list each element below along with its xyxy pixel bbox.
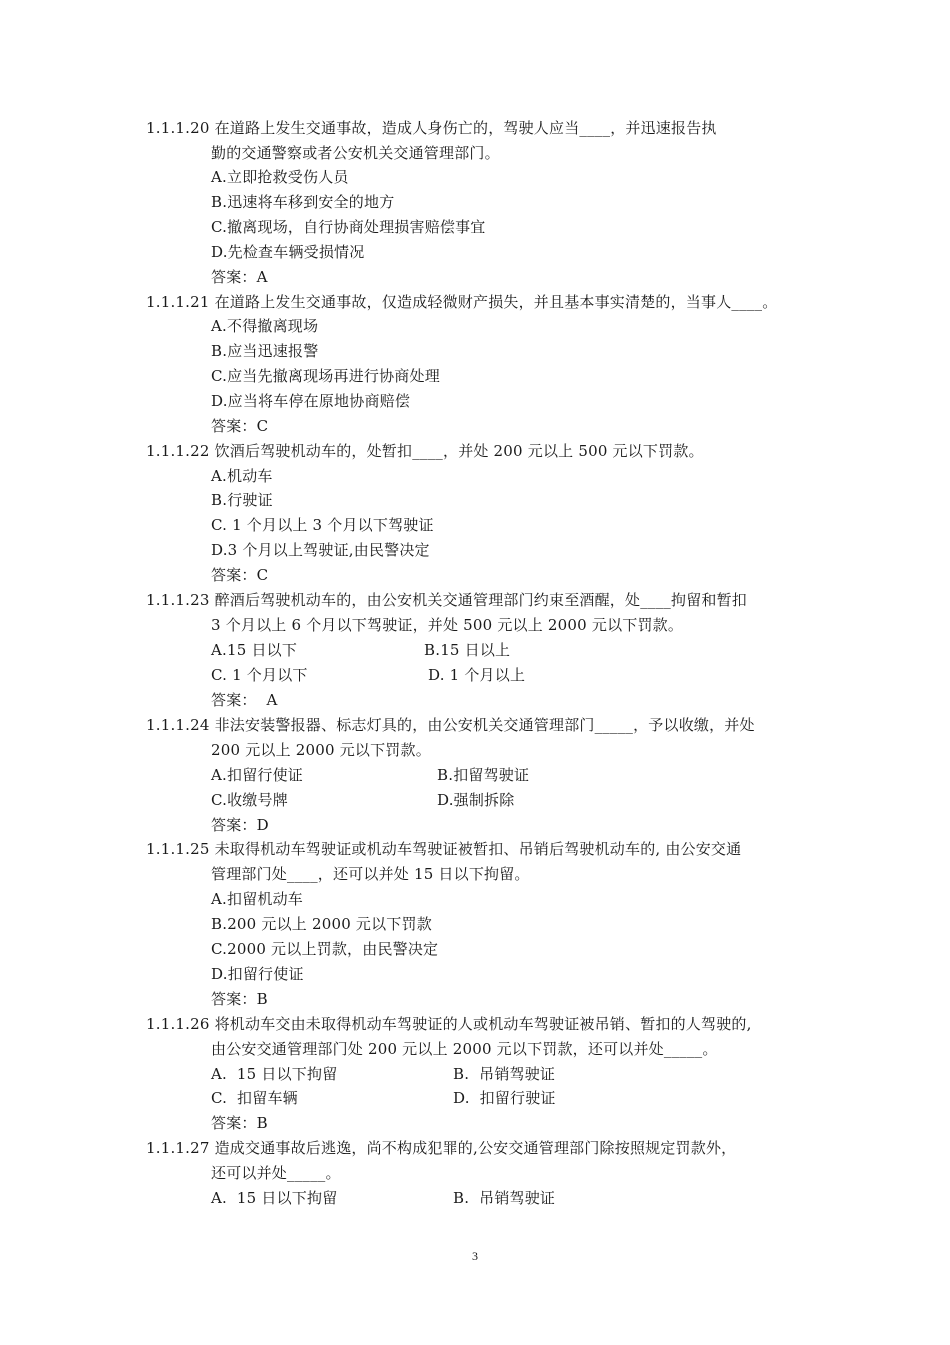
option-c: C. 1 个月以下 xyxy=(211,666,308,684)
option-b: B.15 日以上 xyxy=(424,641,511,659)
question-text: 1.1.1.24 非法安装警报器、标志灯具的，由公安机关交通管理部门_____，予以收缴，并处 xyxy=(146,716,755,734)
question-text: 还可以并处_____。 xyxy=(211,1164,341,1182)
answer: 答案：B xyxy=(211,990,268,1008)
answer: 答案：A xyxy=(211,268,268,286)
question-text: 1.1.1.21 在道路上发生交通事故，仅造成轻微财产损失，并且基本事实清楚的，当事人____。 xyxy=(146,293,778,311)
option-b: B.200 元以上 2000 元以下罚款 xyxy=(211,915,432,933)
option-c: C.撤离现场，自行协商处理损害赔偿事宜 xyxy=(211,218,486,236)
option-c: C. 1 个月以上 3 个月以下驾驶证 xyxy=(211,516,434,534)
option-b: B. 吊销驾驶证 xyxy=(453,1065,556,1083)
option-a: A.立即抢救受伤人员 xyxy=(211,168,349,186)
option-d: D.先检查车辆受损情况 xyxy=(211,243,365,261)
option-b: B.应当迅速报警 xyxy=(211,342,319,360)
option-a: A.机动车 xyxy=(211,467,273,485)
question-text: 管理部门处____，还可以并处 15 日以下拘留。 xyxy=(211,865,530,883)
option-c: C.收缴号牌 xyxy=(211,791,288,809)
option-a: A. 15 日以下拘留 xyxy=(211,1065,338,1083)
option-b: B.迅速将车移到安全的地方 xyxy=(211,193,395,211)
option-d: D. 扣留行驶证 xyxy=(453,1089,556,1107)
question-text: 1.1.1.22 饮酒后驾驶机动车的，处暂扣____，并处 200 元以上 500 元以下罚款。 xyxy=(146,442,704,460)
question-text: 1.1.1.20 在道路上发生交通事故，造成人身伤亡的，驾驶人应当____，并迅速报告执 xyxy=(146,119,717,137)
question-text: 3 个月以上 6 个月以下驾驶证，并处 500 元以上 2000 元以下罚款。 xyxy=(211,616,684,634)
question-text: 1.1.1.25 未取得机动车驾驶证或机动车驾驶证被暂扣、吊销后驾驶机动车的, 由公安交通 xyxy=(146,840,742,858)
option-d: D.强制拆除 xyxy=(437,791,515,809)
answer: 答案：C xyxy=(211,566,269,584)
answer: 答案：B xyxy=(211,1114,268,1132)
option-b: B.行驶证 xyxy=(211,491,273,509)
option-b: B.扣留驾驶证 xyxy=(437,766,530,784)
option-d: D. 1 个月以上 xyxy=(428,666,526,684)
option-d: D.扣留行使证 xyxy=(211,965,304,983)
question-text: 1.1.1.23 醉酒后驾驶机动车的，由公安机关交通管理部门约束至酒醒，处____拘留和暂扣 xyxy=(146,591,747,609)
option-a: A.不得撤离现场 xyxy=(211,317,319,335)
question-text: 200 元以上 2000 元以下罚款。 xyxy=(211,741,431,759)
question-text: 由公安交通管理部门处 200 元以上 2000 元以下罚款，还可以并处_____。 xyxy=(211,1040,718,1058)
answer: 答案：C xyxy=(211,417,269,435)
question-text: 1.1.1.27 造成交通事故后逃逸，尚不构成犯罪的,公安交通管理部门除按照规定罚款外， xyxy=(146,1139,737,1157)
option-a: A.扣留机动车 xyxy=(211,890,304,908)
option-c: C.应当先撤离现场再进行协商处理 xyxy=(211,367,440,385)
question-text: 勤的交通警察或者公安机关交通管理部门。 xyxy=(211,144,500,162)
answer: 答案： A xyxy=(211,691,278,709)
option-d: D.3 个月以上驾驶证,由民警决定 xyxy=(211,541,430,559)
option-a: A. 15 日以下拘留 xyxy=(211,1189,338,1207)
page-number: 3 xyxy=(472,1249,478,1263)
option-d: D.应当将车停在原地协商赔偿 xyxy=(211,392,411,410)
question-text: 1.1.1.26 将机动车交由未取得机动车驾驶证的人或机动车驾驶证被吊销、暂扣的人驾驶的, xyxy=(146,1015,752,1033)
answer: 答案：D xyxy=(211,816,269,834)
option-b: B. 吊销驾驶证 xyxy=(453,1189,556,1207)
option-c: C.2000 元以上罚款，由民警决定 xyxy=(211,940,439,958)
option-a: A.扣留行使证 xyxy=(211,766,304,784)
option-a: A.15 日以下 xyxy=(211,641,298,659)
option-c: C. 扣留车辆 xyxy=(211,1089,298,1107)
